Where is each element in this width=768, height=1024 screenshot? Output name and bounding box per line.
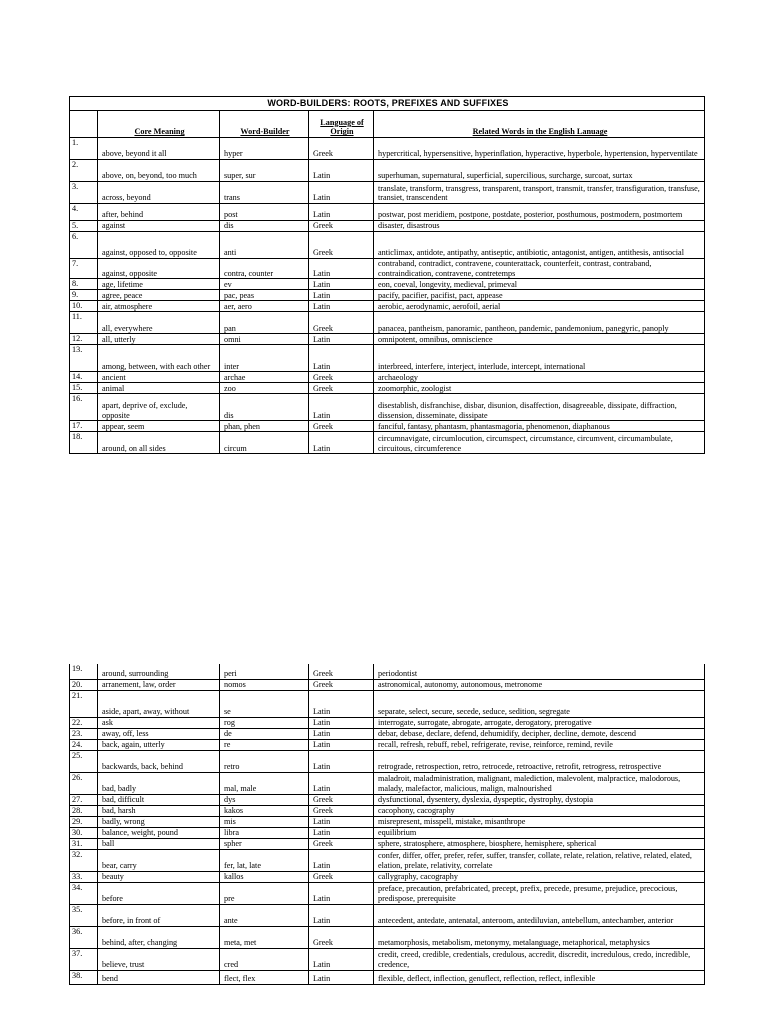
table-row	[70, 679, 705, 690]
language-cell: Latin	[309, 204, 374, 221]
core-meaning-cell: believe, trust	[98, 948, 220, 970]
row-number: 25.	[70, 750, 98, 772]
core-meaning-cell: back, again, utterly	[98, 739, 220, 750]
row-number: 34.	[70, 882, 98, 904]
table-row	[70, 728, 705, 739]
header-number	[70, 111, 98, 138]
word-builder-cell: re	[220, 739, 309, 750]
word-builder-cell: post	[220, 204, 309, 221]
language-cell: Latin	[309, 904, 374, 926]
word-builder-cell: cred	[220, 948, 309, 970]
language-cell: Greek	[309, 805, 374, 816]
core-meaning-cell: after, behind	[98, 204, 220, 221]
language-cell: Latin	[309, 301, 374, 312]
core-meaning-cell: appear, seem	[98, 421, 220, 432]
word-builder-cell: aer, aero	[220, 301, 309, 312]
language-cell: Latin	[309, 970, 374, 984]
row-number: 30.	[70, 827, 98, 838]
related-words-cell: fanciful, fantasy, phantasm, phantasmagoria, phenomenon, diaphanous	[374, 421, 705, 432]
related-words-cell: antecedent, antedate, antenatal, anteroom, antediluvian, antebellum, antechamber, anterior	[374, 904, 705, 926]
related-words-cell: confer, differ, offer, prefer, refer, suffer, transfer, collate, relate, relation, relative, related, elated, elation, prelate, relativity, correlate	[374, 849, 705, 871]
word-builder-cell: inter	[220, 345, 309, 372]
language-cell: Latin	[309, 882, 374, 904]
related-words-cell: panacea, pantheism, panoramic, pantheon, pandemic, pandemonium, panegyric, panoply	[374, 312, 705, 334]
core-meaning-cell: before	[98, 882, 220, 904]
row-number: 2.	[70, 160, 98, 182]
table-row	[70, 838, 705, 849]
word-builder-cell: peri	[220, 664, 309, 679]
row-number: 11.	[70, 312, 98, 334]
table-row	[70, 383, 705, 394]
word-builder-cell: mis	[220, 816, 309, 827]
row-number: 14.	[70, 372, 98, 383]
header-word-builder: Word-Builder	[220, 111, 309, 138]
core-meaning-cell: above, on, beyond, too much	[98, 160, 220, 182]
word-builder-cell: mal, male	[220, 772, 309, 794]
language-cell: Latin	[309, 690, 374, 717]
table-row	[70, 312, 705, 334]
related-words-cell: astronomical, autonomy, autonomous, metronome	[374, 679, 705, 690]
core-meaning-cell: animal	[98, 383, 220, 394]
core-meaning-cell: beauty	[98, 871, 220, 882]
related-words-cell: cacophony, cacography	[374, 805, 705, 816]
related-words-cell: sphere, stratosphere, atmosphere, biosphere, hemisphere, spherical	[374, 838, 705, 849]
language-cell: Latin	[309, 849, 374, 871]
row-number: 15.	[70, 383, 98, 394]
related-words-cell: superhuman, supernatural, superficial, supercilious, surcharge, surcoat, surtax	[374, 160, 705, 182]
table-row	[70, 827, 705, 838]
table-row	[70, 345, 705, 372]
core-meaning-cell: bear, carry	[98, 849, 220, 871]
table-title-row	[70, 97, 705, 111]
row-number: 10.	[70, 301, 98, 312]
table-row	[70, 750, 705, 772]
word-builder-cell: rog	[220, 717, 309, 728]
row-number: 18.	[70, 432, 98, 454]
related-words-cell: interbreed, interfere, interject, interlude, intercept, international	[374, 345, 705, 372]
table-row	[70, 871, 705, 882]
related-words-cell: circumnavigate, circumlocution, circumspect, circumstance, circumvent, circumambulate, circuitous, circumference	[374, 432, 705, 454]
table-row	[70, 882, 705, 904]
language-cell: Latin	[309, 728, 374, 739]
related-words-cell: interrogate, surrogate, abrogate, arrogate, derogatory, prerogative	[374, 717, 705, 728]
word-builders-table-part-2	[69, 664, 705, 985]
row-number: 24.	[70, 739, 98, 750]
word-builder-cell: dis	[220, 394, 309, 421]
header-language-of-origin: Language of Origin	[309, 111, 374, 138]
row-number: 22.	[70, 717, 98, 728]
language-cell: Greek	[309, 871, 374, 882]
language-cell: Latin	[309, 816, 374, 827]
related-words-cell: separate, select, secure, secede, seduce, sedition, segregate	[374, 690, 705, 717]
related-words-cell: equilibrium	[374, 827, 705, 838]
related-words-cell: omnipotent, omnibus, omniscience	[374, 334, 705, 345]
language-cell: Latin	[309, 948, 374, 970]
row-number: 33.	[70, 871, 98, 882]
language-cell: Latin	[309, 160, 374, 182]
table-row	[70, 182, 705, 204]
row-number: 19.	[70, 664, 98, 679]
core-meaning-cell: arranement, law, order	[98, 679, 220, 690]
core-meaning-cell: bad, difficult	[98, 794, 220, 805]
language-cell: Latin	[309, 182, 374, 204]
row-number: 4.	[70, 204, 98, 221]
table-row	[70, 138, 705, 160]
word-builder-cell: anti	[220, 232, 309, 259]
table-row	[70, 805, 705, 816]
row-number: 13.	[70, 345, 98, 372]
header-related-words: Related Words in the English Lanuage	[374, 111, 705, 138]
row-number: 36.	[70, 926, 98, 948]
language-cell: Greek	[309, 794, 374, 805]
table-row	[70, 221, 705, 232]
header-row	[70, 111, 705, 138]
word-builders-table-part-1	[69, 96, 705, 454]
word-builder-cell: kakos	[220, 805, 309, 816]
related-words-cell: callygraphy, cacography	[374, 871, 705, 882]
core-meaning-cell: all, everywhere	[98, 312, 220, 334]
related-words-cell: postwar, post meridiem, postpone, postdate, posterior, posthumous, postmodern, postmortem	[374, 204, 705, 221]
core-meaning-cell: before, in front of	[98, 904, 220, 926]
row-number: 29.	[70, 816, 98, 827]
word-builder-cell: archae	[220, 372, 309, 383]
row-number: 5.	[70, 221, 98, 232]
table-row	[70, 334, 705, 345]
word-builder-cell: dys	[220, 794, 309, 805]
related-words-cell: hypercritical, hypersensitive, hyperinflation, hyperactive, hyperbole, hypertension, hyperventilate	[374, 138, 705, 160]
word-builder-cell: hyper	[220, 138, 309, 160]
related-words-cell: eon, coeval, longevity, medieval, primeval	[374, 279, 705, 290]
table-row	[70, 970, 705, 984]
language-cell: Latin	[309, 279, 374, 290]
related-words-cell: anticlimax, antidote, antipathy, antiseptic, antibiotic, antagonist, antigen, antithesis, antisocial	[374, 232, 705, 259]
row-number: 26.	[70, 772, 98, 794]
word-builder-cell: phan, phen	[220, 421, 309, 432]
related-words-cell: metamorphosis, metabolism, metonymy, metalanguage, metaphorical, metaphysics	[374, 926, 705, 948]
language-cell: Greek	[309, 421, 374, 432]
table-row	[70, 279, 705, 290]
table-row	[70, 904, 705, 926]
core-meaning-cell: around, surrounding	[98, 664, 220, 679]
row-number: 7.	[70, 259, 98, 279]
table-row	[70, 394, 705, 421]
table-row	[70, 432, 705, 454]
table-row	[70, 301, 705, 312]
word-builder-cell: omni	[220, 334, 309, 345]
table-row	[70, 690, 705, 717]
word-builder-cell: contra, counter	[220, 259, 309, 279]
core-meaning-cell: against	[98, 221, 220, 232]
table-row	[70, 204, 705, 221]
table-row	[70, 259, 705, 279]
related-words-cell: contraband, contradict, contravene, counterattack, counterfeit, contrast, contraband, contraindication, contravene, contretemps	[374, 259, 705, 279]
language-cell: Greek	[309, 138, 374, 160]
row-number: 16.	[70, 394, 98, 421]
language-cell: Greek	[309, 232, 374, 259]
row-number: 21.	[70, 690, 98, 717]
row-number: 32.	[70, 849, 98, 871]
table-row	[70, 232, 705, 259]
word-builder-cell: kallos	[220, 871, 309, 882]
row-number: 12.	[70, 334, 98, 345]
table-row	[70, 849, 705, 871]
core-meaning-cell: bad, badly	[98, 772, 220, 794]
core-meaning-cell: across, beyond	[98, 182, 220, 204]
related-words-cell: aerobic, aerodynamic, aerofoil, aerial	[374, 301, 705, 312]
word-builder-cell: dis	[220, 221, 309, 232]
core-meaning-cell: agree, peace	[98, 290, 220, 301]
table-row	[70, 816, 705, 827]
row-number: 38.	[70, 970, 98, 984]
table-row	[70, 421, 705, 432]
table-row	[70, 926, 705, 948]
language-cell: Latin	[309, 345, 374, 372]
table-row	[70, 794, 705, 805]
core-meaning-cell: ball	[98, 838, 220, 849]
core-meaning-cell: backwards, back, behind	[98, 750, 220, 772]
row-number: 23.	[70, 728, 98, 739]
core-meaning-cell: air, atmosphere	[98, 301, 220, 312]
word-builder-cell: meta, met	[220, 926, 309, 948]
related-words-cell: debar, debase, declare, defend, dehumidify, decipher, decline, demote, descend	[374, 728, 705, 739]
word-builder-cell: zoo	[220, 383, 309, 394]
language-cell: Greek	[309, 383, 374, 394]
word-builder-cell: pac, peas	[220, 290, 309, 301]
table-row	[70, 772, 705, 794]
related-words-cell: retrograde, retrospection, retro, retrocede, retroactive, retrofit, retrogress, retrospective	[374, 750, 705, 772]
language-cell: Greek	[309, 926, 374, 948]
core-meaning-cell: away, off, less	[98, 728, 220, 739]
table-title: WORD-BUILDERS: ROOTS, PREFIXES AND SUFFIXES	[70, 97, 705, 111]
row-number: 28.	[70, 805, 98, 816]
word-builder-cell: pre	[220, 882, 309, 904]
word-builder-cell: de	[220, 728, 309, 739]
row-number: 31.	[70, 838, 98, 849]
core-meaning-cell: aside, apart, away, without	[98, 690, 220, 717]
word-builder-cell: fer, lat, late	[220, 849, 309, 871]
related-words-cell: misrepresent, misspell, mistake, misanthrope	[374, 816, 705, 827]
language-cell: Latin	[309, 259, 374, 279]
core-meaning-cell: against, opposed to, opposite	[98, 232, 220, 259]
core-meaning-cell: all, utterly	[98, 334, 220, 345]
word-builder-cell: ev	[220, 279, 309, 290]
related-words-cell: periodontist	[374, 664, 705, 679]
related-words-cell: maladroit, maladministration, malignant, malediction, malevolent, malpractice, malodorous, malady, malefactor, malicious, malign, malnourished	[374, 772, 705, 794]
word-builder-cell: nomos	[220, 679, 309, 690]
related-words-cell: archaeology	[374, 372, 705, 383]
core-meaning-cell: ancient	[98, 372, 220, 383]
core-meaning-cell: bad, harsh	[98, 805, 220, 816]
language-cell: Greek	[309, 372, 374, 383]
table-row	[70, 290, 705, 301]
table-row	[70, 664, 705, 679]
row-number: 37.	[70, 948, 98, 970]
core-meaning-cell: around, on all sides	[98, 432, 220, 454]
core-meaning-cell: ask	[98, 717, 220, 728]
related-words-cell: flexible, deflect, inflection, genuflect, reflection, reflect, inflexible	[374, 970, 705, 984]
row-number: 9.	[70, 290, 98, 301]
word-builder-cell: ante	[220, 904, 309, 926]
language-cell: Latin	[309, 717, 374, 728]
row-number: 3.	[70, 182, 98, 204]
related-words-cell: zoomorphic, zoologist	[374, 383, 705, 394]
language-cell: Greek	[309, 664, 374, 679]
row-number: 8.	[70, 279, 98, 290]
table-row	[70, 372, 705, 383]
word-builder-cell: super, sur	[220, 160, 309, 182]
related-words-cell: disaster, disastrous	[374, 221, 705, 232]
core-meaning-cell: apart, deprive of, exclude, opposite	[98, 394, 220, 421]
table-row	[70, 160, 705, 182]
language-cell: Latin	[309, 827, 374, 838]
related-words-cell: preface, precaution, prefabricated, precept, prefix, precede, presume, prejudice, precocious, predispose, prerequisite	[374, 882, 705, 904]
row-number: 6.	[70, 232, 98, 259]
core-meaning-cell: behind, after, changing	[98, 926, 220, 948]
related-words-cell: pacify, pacifier, pacifist, pact, appease	[374, 290, 705, 301]
table-row	[70, 739, 705, 750]
word-builder-cell: circum	[220, 432, 309, 454]
language-cell: Greek	[309, 221, 374, 232]
table-row	[70, 948, 705, 970]
language-cell: Latin	[309, 750, 374, 772]
core-meaning-cell: against, opposite	[98, 259, 220, 279]
table-row	[70, 717, 705, 728]
row-number: 20.	[70, 679, 98, 690]
core-meaning-cell: age, lifetime	[98, 279, 220, 290]
related-words-cell: disestablish, disfranchise, disbar, disunion, disaffection, disagreeable, dissipate, diffraction, dissension, disseminate, dissipate	[374, 394, 705, 421]
core-meaning-cell: above, beyond it all	[98, 138, 220, 160]
word-builder-cell: spher	[220, 838, 309, 849]
related-words-cell: dysfunctional, dysentery, dyslexia, dyspeptic, dystrophy, dystopia	[374, 794, 705, 805]
language-cell: Latin	[309, 334, 374, 345]
row-number: 27.	[70, 794, 98, 805]
word-builder-cell: pan	[220, 312, 309, 334]
language-cell: Latin	[309, 432, 374, 454]
related-words-cell: credit, creed, credible, credentials, credulous, accredit, discredit, incredulous, credo, incredible, credence,	[374, 948, 705, 970]
row-number: 35.	[70, 904, 98, 926]
language-cell: Latin	[309, 772, 374, 794]
language-cell: Greek	[309, 838, 374, 849]
row-number: 1.	[70, 138, 98, 160]
core-meaning-cell: balance, weight, pound	[98, 827, 220, 838]
language-cell: Latin	[309, 290, 374, 301]
core-meaning-cell: among, between, with each other	[98, 345, 220, 372]
word-builder-cell: libra	[220, 827, 309, 838]
word-builder-cell: retro	[220, 750, 309, 772]
language-cell: Latin	[309, 739, 374, 750]
row-number: 17.	[70, 421, 98, 432]
language-cell: Greek	[309, 679, 374, 690]
core-meaning-cell: badly, wrong	[98, 816, 220, 827]
related-words-cell: translate, transform, transgress, transparent, transport, transmit, transfer, transfiguration, transfuse, transiet, transcendent	[374, 182, 705, 204]
word-builder-cell: trans	[220, 182, 309, 204]
language-cell: Greek	[309, 312, 374, 334]
word-builder-cell: flect, flex	[220, 970, 309, 984]
core-meaning-cell: bend	[98, 970, 220, 984]
header-core-meaning: Core Meaning	[98, 111, 220, 138]
word-builder-cell: se	[220, 690, 309, 717]
language-cell: Latin	[309, 394, 374, 421]
related-words-cell: recall, refresh, rebuff, rebel, refrigerate, revise, reinforce, remind, revile	[374, 739, 705, 750]
